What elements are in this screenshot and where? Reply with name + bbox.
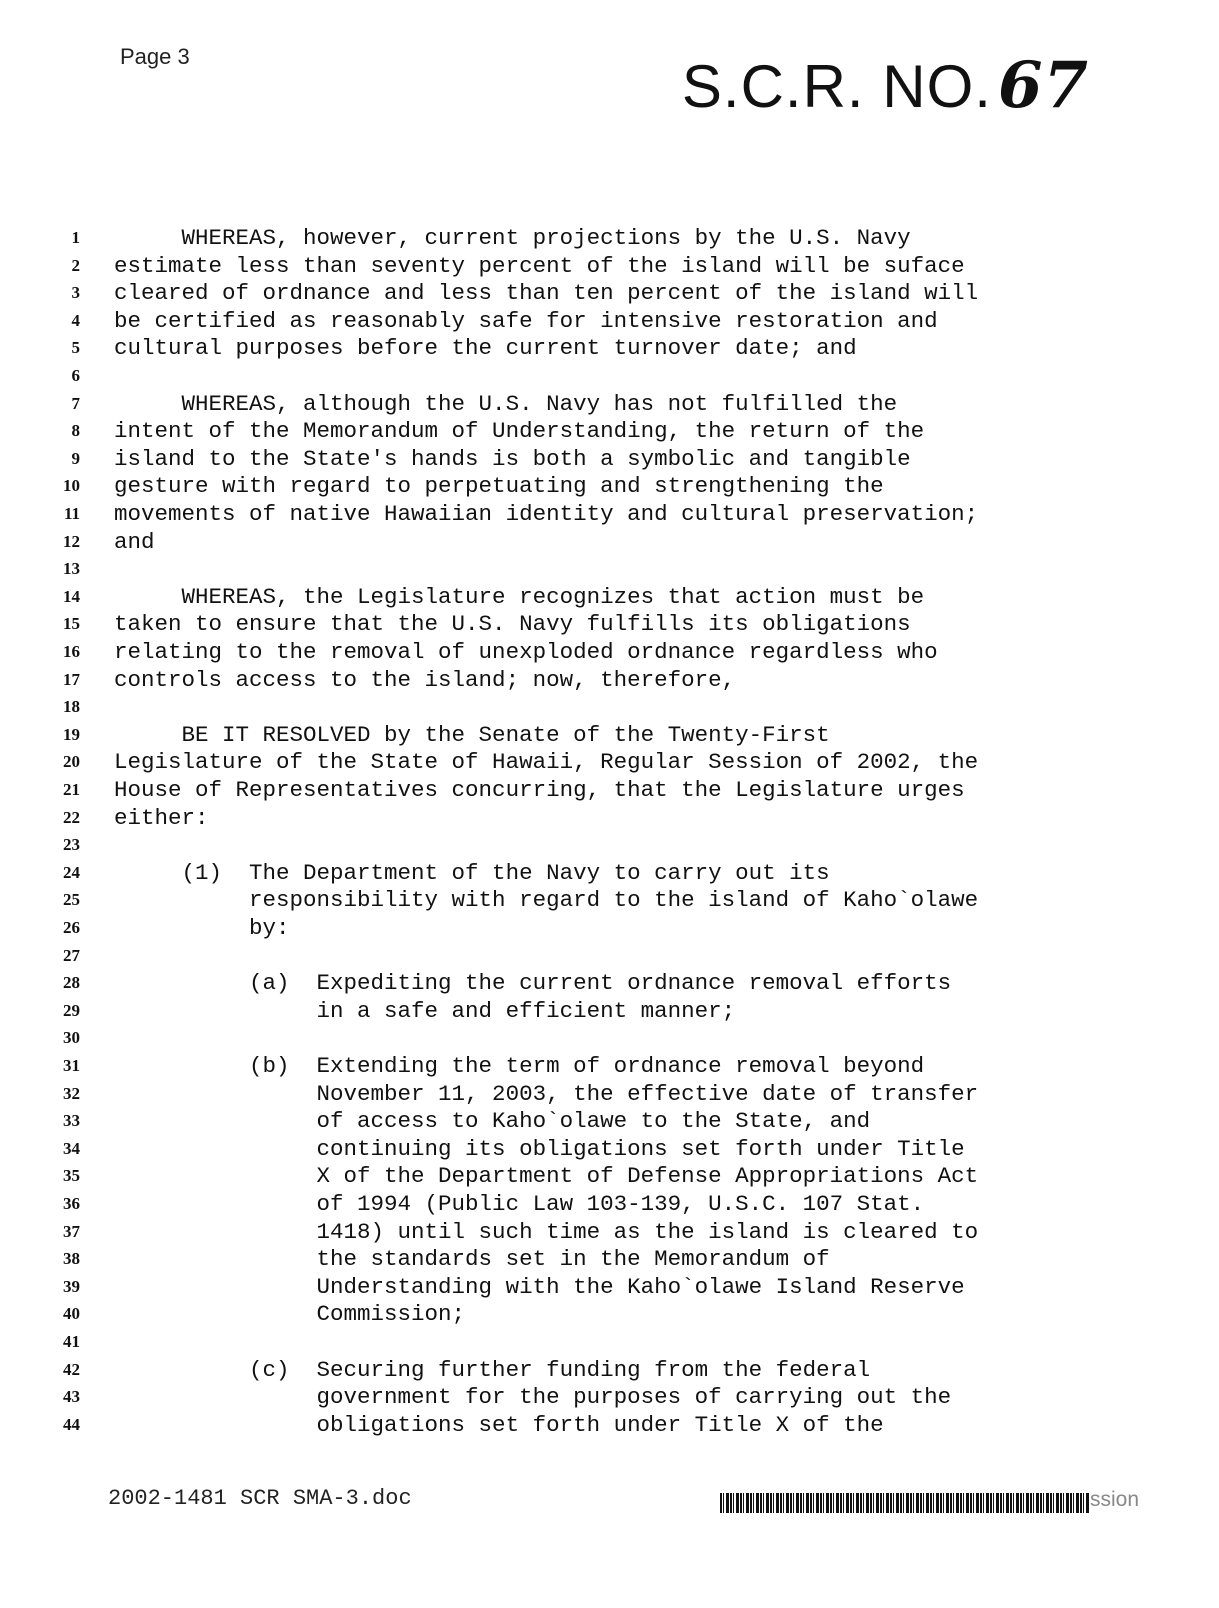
line-number: 28 bbox=[63, 973, 80, 993]
line-text: controls access to the island; now, therefore, bbox=[114, 666, 736, 693]
line-text: estimate less than seventy percent of the island will be suface bbox=[114, 252, 965, 279]
line-text: either: bbox=[114, 804, 209, 831]
line-number: 34 bbox=[63, 1138, 80, 1158]
line-text: (a) Expediting the current ordnance removal efforts bbox=[114, 970, 952, 997]
line-number: 30 bbox=[63, 1028, 80, 1048]
footer-watermark-text: ssion bbox=[1090, 1488, 1140, 1511]
line-number: 26 bbox=[63, 918, 80, 937]
line-text: WHEREAS, although the U.S. Navy has not fulfilled the bbox=[114, 390, 898, 417]
line-number: 24 bbox=[63, 862, 80, 882]
line-text: responsibility with regard to the island of Kaho`olawe bbox=[114, 887, 979, 914]
line-number: 12 bbox=[63, 531, 80, 551]
line-number: 29 bbox=[63, 1000, 80, 1020]
line-number: 39 bbox=[63, 1276, 80, 1296]
line-number: 16 bbox=[63, 642, 80, 661]
line-text: relating to the removal of unexploded ordnance regardless who bbox=[114, 639, 938, 665]
line-number: 19 bbox=[63, 724, 80, 744]
bill-prefix: S.C.R. NO. bbox=[681, 53, 992, 120]
line-number: 1 bbox=[71, 228, 80, 247]
line-number: 17 bbox=[63, 669, 80, 689]
line-number: 2 bbox=[71, 255, 80, 275]
line-number: 9 bbox=[71, 448, 80, 468]
line-number: 40 bbox=[63, 1304, 80, 1324]
line-number: 41 bbox=[63, 1332, 80, 1351]
page-label: Page 3 bbox=[120, 44, 190, 69]
line-number: 20 bbox=[63, 752, 80, 772]
line-number: 37 bbox=[63, 1221, 80, 1241]
line-text: continuing its obligations set forth under Title bbox=[114, 1135, 965, 1162]
line-text: government for the purposes of carrying out the bbox=[114, 1384, 952, 1411]
line-number: 5 bbox=[71, 338, 80, 358]
footer-document-name: 2002-1481 SCR SMA-3.doc bbox=[108, 1486, 412, 1511]
line-text: obligations set forth under Title X of the bbox=[114, 1411, 884, 1438]
line-text: island to the State's hands is both a symbolic and tangible bbox=[114, 445, 911, 472]
line-text: by: bbox=[114, 915, 290, 941]
line-number: 4 bbox=[71, 310, 80, 330]
line-number: 7 bbox=[71, 393, 80, 413]
line-text: of access to Kaho`olawe to the State, and bbox=[114, 1108, 871, 1135]
line-number: 22 bbox=[63, 807, 80, 827]
line-text: cultural purposes before the current turnover date; and bbox=[114, 335, 857, 362]
line-number: 32 bbox=[63, 1083, 80, 1103]
line-text: taken to ensure that the U.S. Navy fulfills its obligations bbox=[114, 611, 911, 638]
line-number: 14 bbox=[63, 586, 80, 606]
line-text: cleared of ordnance and less than ten percent of the island will bbox=[114, 280, 979, 307]
line-text: WHEREAS, the Legislature recognizes that action must be bbox=[114, 583, 925, 610]
line-text: be certified as reasonably safe for intensive restoration and bbox=[114, 307, 938, 334]
line-number: 31 bbox=[63, 1056, 80, 1075]
line-number: 36 bbox=[63, 1194, 80, 1213]
line-text: November 11, 2003, the effective date of transfer bbox=[114, 1080, 979, 1107]
line-text: BE IT RESOLVED by the Senate of the Twenty-First bbox=[114, 721, 830, 748]
line-number: 35 bbox=[63, 1166, 80, 1186]
line-text: the standards set in the Memorandum of bbox=[114, 1246, 830, 1273]
line-text: Commission; bbox=[114, 1301, 466, 1328]
line-text: (b) Extending the term of ordnance removal beyond bbox=[114, 1053, 925, 1079]
line-text: (c) Securing further funding from the federal bbox=[114, 1356, 871, 1383]
line-number: 15 bbox=[63, 614, 80, 634]
line-number: 44 bbox=[63, 1414, 80, 1434]
line-number: 18 bbox=[63, 697, 80, 717]
line-number: 21 bbox=[63, 780, 80, 799]
line-number: 38 bbox=[63, 1249, 80, 1269]
line-number: 11 bbox=[63, 504, 80, 523]
line-number: 23 bbox=[63, 835, 80, 855]
line-text: Legislature of the State of Hawaii, Regular Session of 2002, the bbox=[114, 749, 979, 776]
bill-number-heading bbox=[682, 48, 1089, 123]
line-text: House of Representatives concurring, that the Legislature urges bbox=[114, 777, 965, 803]
line-number: 13 bbox=[63, 559, 80, 579]
line-text: (1) The Department of the Navy to carry out its bbox=[114, 859, 830, 886]
line-text: of 1994 (Public Law 103-139, U.S.C. 107 Stat. bbox=[114, 1191, 925, 1217]
line-number: 33 bbox=[63, 1111, 80, 1131]
line-text: in a safe and efficient manner; bbox=[114, 997, 736, 1024]
barcode-image bbox=[720, 1493, 1090, 1513]
line-number: 6 bbox=[71, 366, 80, 385]
line-text: WHEREAS, however, current projections by the U.S. Navy bbox=[114, 225, 911, 251]
line-number: 8 bbox=[71, 421, 80, 441]
line-text: X of the Department of Defense Appropriations Act bbox=[114, 1163, 979, 1190]
line-text: gesture with regard to perpetuating and strengthening the bbox=[114, 473, 884, 500]
line-text: intent of the Memorandum of Understanding, the return of the bbox=[114, 418, 925, 445]
line-number: 10 bbox=[63, 476, 80, 496]
line-number: 3 bbox=[71, 283, 80, 303]
line-number: 42 bbox=[63, 1359, 80, 1379]
line-text: Understanding with the Kaho`olawe Island Reserve bbox=[114, 1273, 965, 1300]
line-number: 25 bbox=[63, 890, 80, 910]
line-text: and bbox=[114, 528, 155, 555]
line-number: 43 bbox=[63, 1387, 80, 1407]
line-text: movements of native Hawaiian identity and cultural preservation; bbox=[114, 501, 979, 527]
bill-number-handwritten: 67 bbox=[997, 48, 1089, 123]
line-number: 27 bbox=[63, 945, 80, 965]
line-text: 1418) until such time as the island is cleared to bbox=[114, 1218, 979, 1245]
